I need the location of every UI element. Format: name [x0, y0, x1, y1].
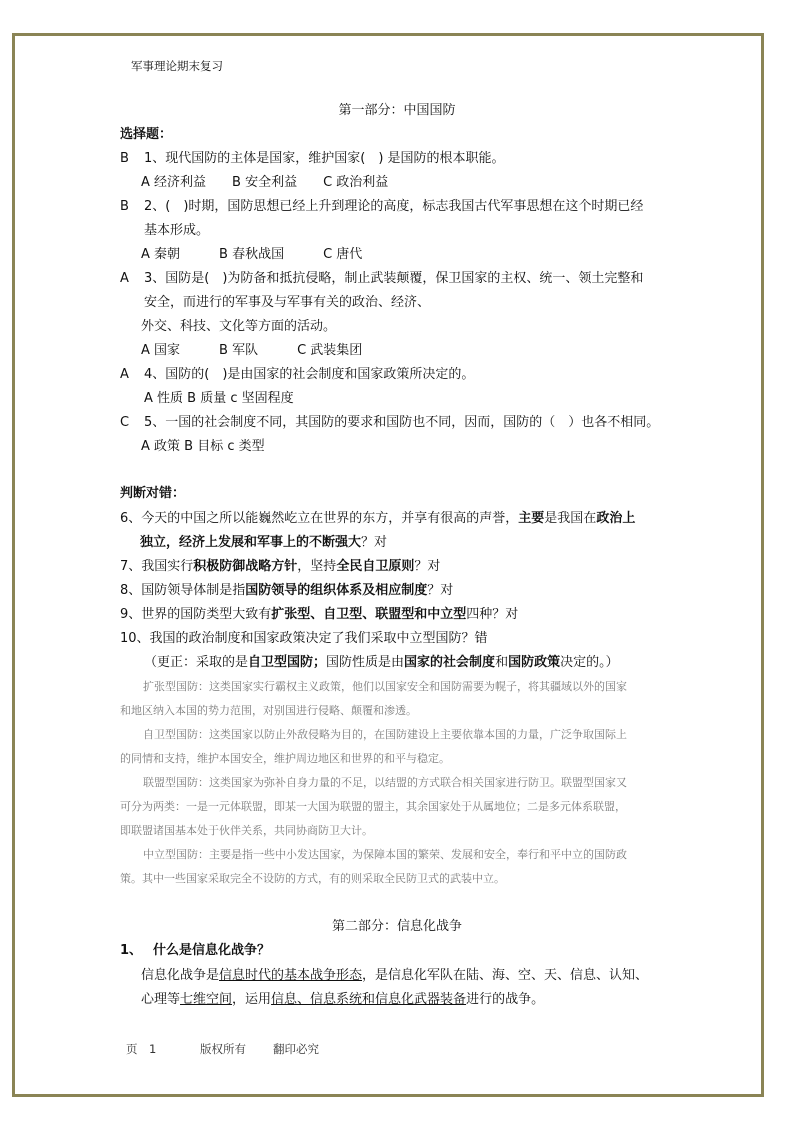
tf-item-10: 10、我国的政治制度和国家政策决定了我们采取中立型国防？错: [120, 631, 488, 646]
note-expansion-cont: 和地区纳入本国的势力范围，对别国进行侵略、颠覆和渗透。: [120, 704, 417, 717]
q2-options: A 秦朝 B 春秋战国 C 唐代: [141, 247, 363, 262]
q5-options: A 政策 B 目标 c 类型: [141, 439, 265, 454]
note-neutral-cont: 策。其中一些国家采取完全不设防的方式，有的则采取全民防卫式的武装中立。: [120, 872, 505, 885]
footer-page: 页 1: [126, 1042, 157, 1056]
tf-item-6-cont: 独立，经济上发展和军事上的不断强大？对: [140, 535, 388, 550]
note-neutral: 中立型国防：主要是指一些中小发达国家，为保障本国的繁荣、发展和安全，奉行和平中立的国防政: [143, 848, 627, 861]
tf-item-8: 8、国防领导体制是指国防领导的组织体系及相应制度？对: [120, 583, 454, 598]
note-selfdefense: 自卫型国防：这类国家以防止外敌侵略为目的，在国防建设上主要依靠本国的力量，广泛争取国际上: [143, 728, 627, 741]
q5-text: 5、一国的社会制度不同，其国防的要求和国防也不同，因而，国防的（ ）也各不相同。: [144, 415, 660, 430]
footer-copyright: 版权所有: [200, 1042, 246, 1056]
q1-options: A 经济利益 B 安全利益 C 政治利益: [141, 175, 389, 190]
note-selfdefense-cont: 的同情和支持，维护本国安全，维护周边地区和世界的和平与稳定。: [120, 752, 450, 765]
note-alliance-cont2: 即联盟诸国基本处于伙伴关系，共同协商防卫大计。: [120, 824, 373, 837]
note-alliance-cont1: 可分为两类：一是一元体联盟，即某一大国为联盟的盟主，其余国家处于从属地位；二是多元体系联盟，: [120, 800, 626, 813]
q2-text: 2、( )时期，国防思想已经上升到理论的高度，标志我国古代军事思想在这个时期已经: [144, 199, 644, 214]
q1-answer: B: [120, 151, 129, 166]
q5-answer: C: [120, 415, 130, 430]
q3-text-cont2: 外交、科技、文化等方面的活动。: [141, 319, 337, 334]
tf-heading: 判断对错：: [120, 486, 186, 501]
tf-item-7: 7、我国实行积极防御战略方针，坚持全民自卫原则？对: [120, 559, 441, 574]
footer-no-copy: 翻印必究: [273, 1042, 319, 1056]
q3-text: 3、国防是( )为防备和抵抗侵略，制止武装颠覆，保卫国家的主权、统一、领土完整和: [144, 271, 644, 286]
q3-answer: A: [120, 271, 129, 286]
part1-title: 第一部分：中国国防: [338, 103, 456, 118]
q3-text-cont1: 安全，而进行的军事及与军事有关的政治、经济、: [144, 295, 431, 310]
q4-text: 4、国防的( )是由国家的社会制度和国家政策所决定的。: [144, 367, 475, 382]
p2-q1-number: 1、: [120, 943, 143, 958]
choice-heading: 选择题：: [120, 127, 173, 142]
correction-note: （更正：采取的是自卫型国防；国防性质是由国家的社会制度和国防政策决定的。）: [144, 655, 619, 670]
note-expansion: 扩张型国防：这类国家实行霸权主义政策，他们以国家安全和国防需要为幌子，将其疆域以外的国家: [143, 680, 627, 693]
q1-text: 1、现代国防的主体是国家，维护国家( ) 是国防的根本职能。: [144, 151, 505, 166]
part2-title: 第二部分：信息化战争: [331, 919, 462, 934]
q2-text-cont: 基本形成。: [144, 223, 210, 238]
tf-item-6: 6、今天的中国之所以能巍然屹立在世界的东方，并享有很高的声誉，主要是我国在政治上: [120, 511, 636, 526]
q3-options: A 国家 B 军队 C 武装集团: [141, 343, 363, 358]
p2-answer-line2: 心理等七维空间，运用信息、信息系统和信息化武器装备进行的战争。: [141, 992, 545, 1007]
doc-title: 军事理论期末复习: [131, 59, 223, 73]
note-alliance: 联盟型国防：这类国家为弥补自身力量的不足，以结盟的方式联合相关国家进行防卫。联盟型国家又: [143, 776, 627, 789]
p2-answer-line1: 信息化战争是信息时代的基本战争形态，是信息化军队在陆、海、空、天、信息、认知、: [141, 968, 649, 983]
p2-q1-title: 什么是信息化战争？: [153, 943, 271, 958]
q2-answer: B: [120, 199, 129, 214]
tf-item-9: 9、世界的国防类型大致有扩张型、自卫型、联盟型和中立型四种？对: [120, 607, 519, 622]
q4-answer: A: [120, 367, 129, 382]
q4-options: A 性质 B 质量 c 坚固程度: [144, 391, 294, 406]
